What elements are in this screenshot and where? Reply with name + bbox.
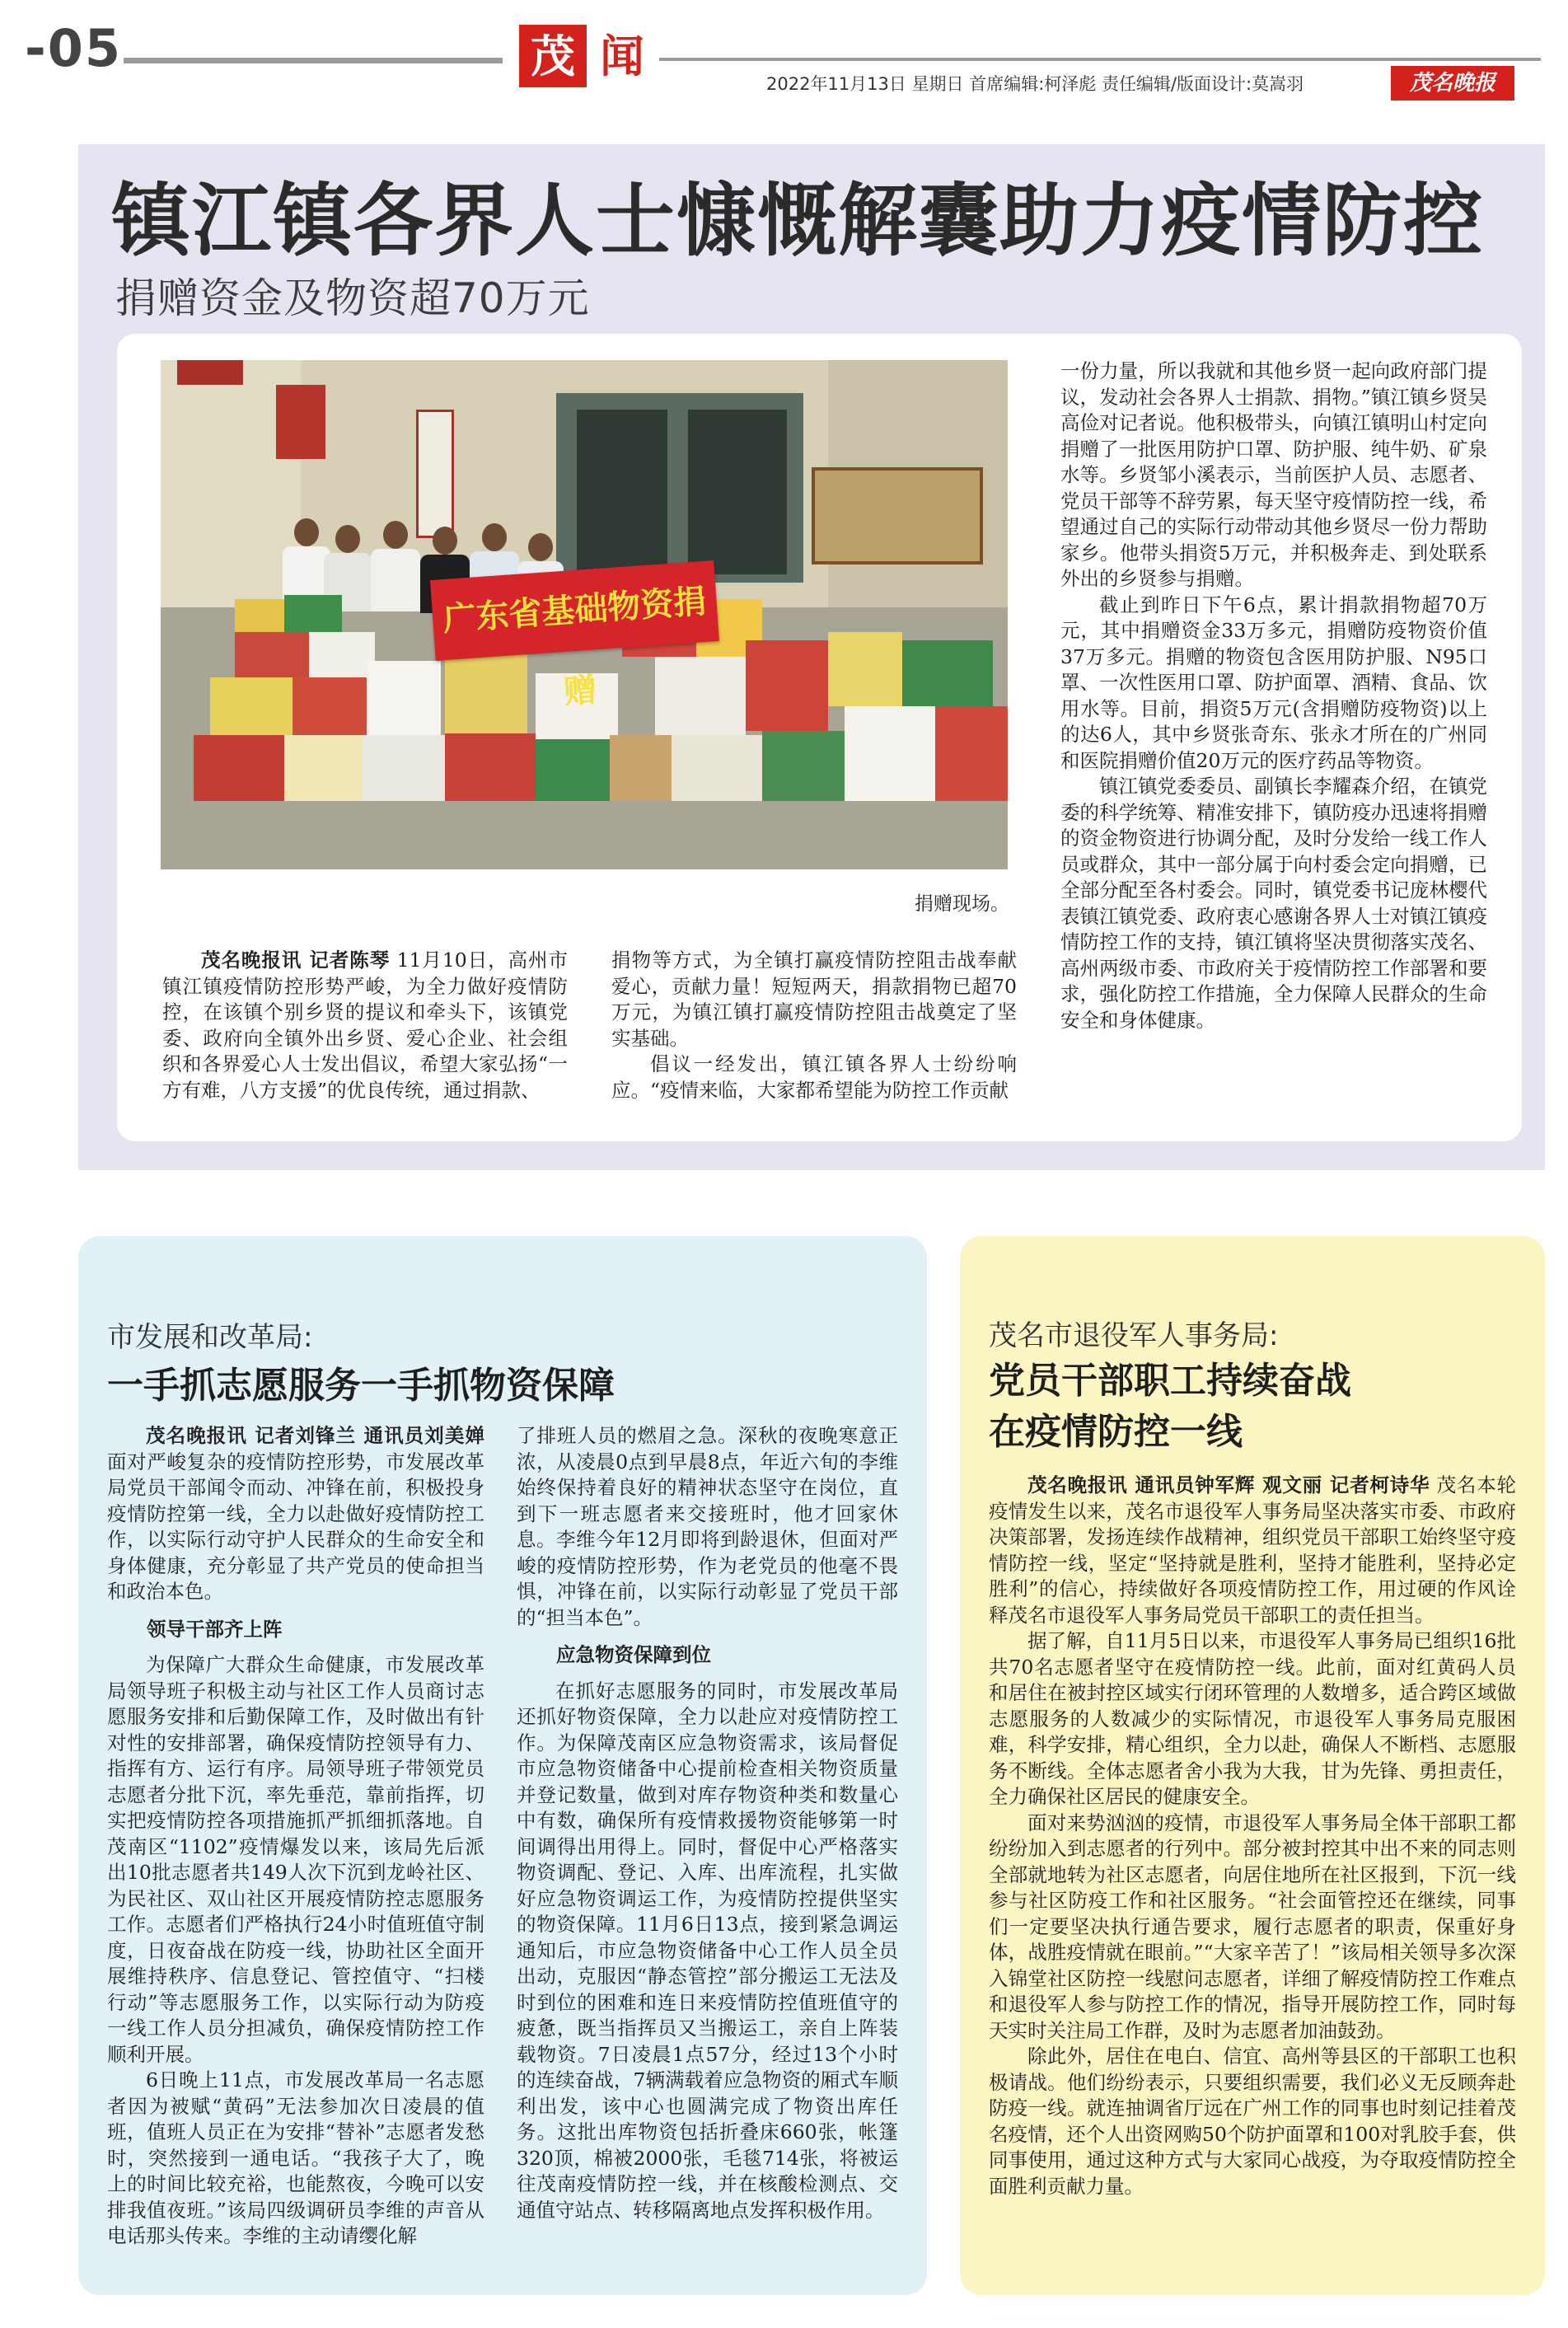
sub-headline: 捐赠资金及物资超70万元 bbox=[115, 274, 590, 322]
top-story-byline: 茂名晚报讯 记者陈琴 bbox=[201, 949, 391, 972]
section-char-2: 闻 bbox=[600, 30, 644, 82]
right-story-kicker: 茂名市退役军人事务局: bbox=[989, 1319, 1279, 1352]
section-char-1: 茂 bbox=[519, 25, 587, 87]
left-story-headline: 一手抓志愿服务一手抓物资保障 bbox=[107, 1365, 615, 1407]
right-story-p3: 面对来势汹汹的疫情，市退役军人事务局全体干部职工都纷纷加入到志愿者的行列中。部分被封控其中出不来的同志则全部就地转为社区志愿者，向居住地所在社区报到，下沉一线参与社区防疫工作和社区服务。“社会面管控还在继续，同事们一定要坚决执行通告要求，履行志愿者的职责，保重好身体，战胜疫情就在眼前。”“大家辛苦了！”该局相关领导多次深入锦堂社区防控一线慰问志愿者，详细了解疫情防控工作难点和退役军人参与防控工作的情况，指导开展防控工作，同时每天实时关注局工作群，及时为志愿者加油鼓劲。 bbox=[989, 1810, 1516, 2042]
top-story-col2-p1: 捐物等方式，为全镇打赢疫情防控阻击战奉献爱心，贡献力量！短短两天，捐款捐物已超70万元，为镇江镇打赢疫情防控阻击战奠定了坚实基础。 bbox=[611, 949, 1017, 1050]
right-story-p4: 除此外，居住在电白、信宜、高州等县区的干部职工也积极请战。他们纷纷表示，只要组织需要，我们必义无反顾奔赴防疫一线。就连抽调省厅远在广州工作的同事也时刻记挂着茂名疫情，还个人出资网购50个防护面罩和100对乳胶手套，供同事使用，通过这种方式与大家同心战疫，为夺取疫情防控全面胜利贡献力量。 bbox=[989, 2045, 1516, 2198]
right-story-headline-line-2: 在疫情防控一线 bbox=[989, 1411, 1243, 1453]
right-story-headline-line-1: 党员干部职工持续奋战 bbox=[989, 1360, 1351, 1402]
left-story-subhead-2: 应急物资保障到位 bbox=[556, 1643, 711, 1666]
header-meta: 2022年11月13日 星期日 首席编辑:柯泽彪 责任编辑/版面设计:莫嵩羽 bbox=[766, 74, 1304, 94]
right-story-headline bbox=[989, 1356, 1516, 1458]
left-story-kicker: 市发展和改革局: bbox=[107, 1321, 313, 1354]
top-story-column-1 bbox=[162, 948, 568, 1103]
right-story-p2: 据了解，自11月5日以来，市退役军人事务局已组织16批共70名志愿者坚守在疫情防控一线。此前，面对红黄码人员和居住在被封控区域实行闭环管理的人数增多，适合跨区域做志愿服务的人数减少的实际情况，市退役军人事务局克服困难，科学安排，精心组织，全力以赴，确保人不断档、志愿服务不断线。全体志愿者舍小我为大我，甘为先锋、勇担责任，全力确保社区居民的健康安全。 bbox=[989, 1629, 1516, 1808]
left-story-column-2 bbox=[517, 1423, 898, 2223]
right-story-p1: 茂名本轮疫情发生以来，茂名市退役军人事务局坚决落实市委、市政府决策部署，发扬连续作战精神，组织党员干部职工始终坚守疫情防控一线，坚定“坚持就是胜利，坚持才能胜利，坚持必定胜利”的信心，持续做好各项疫情防控工作，用过硬的作风诠释茂名市退役军人事务局党员干部职工的责任担当。 bbox=[989, 1473, 1517, 1627]
top-story-column-2 bbox=[611, 948, 1017, 1103]
section-badge bbox=[519, 25, 655, 96]
top-story-column-3 bbox=[1060, 358, 1487, 1033]
page-number: -05 bbox=[25, 18, 123, 78]
header-rule-left bbox=[124, 58, 503, 63]
top-story-col3-p3: 镇江镇党委委员、副镇长李耀森介绍，在镇党委的科学统筹、精准安排下，镇防疫办迅速将捐赠的资金物资进行协调分配，及时分发给一线工作人员或群众，其中一部分属于向村委会定向捐赠，已全部分配至各村委会。同时，镇党委书记庞林樱代表镇江镇党委、政府衷心感谢各界人士对镇江镇疫情防控工作的支持，镇江镇将坚决贯彻落实茂名、高州两级市委、市政府关于疫情防控工作部署和要求，强化防控工作措施，全力保障人民群众的生命安全和身体健康。 bbox=[1060, 775, 1487, 1032]
top-story-col3-p1: 一份力量，所以我就和其他乡贤一起向政府部门提议，发动社会各界人士捐款、捐物。”镇江镇乡贤吴高俭对记者说。他积极带头，向镇江镇明山村定向捐赠了一批医用防护口罩、防护服、纯牛奶、矿泉水等。乡贤邹小溪表示，当前医护人员、志愿者、党员干部等不辞劳累，每天坚守疫情防控一线，希望通过自己的实际行动带动其他乡贤尽一份力帮助家乡。他带头捐资5万元，并积极奔走、到处联系外出的乡贤参与捐赠。 bbox=[1060, 359, 1487, 590]
main-headline: 镇江镇各界人士慷慨解囊助力疫情防控 bbox=[111, 175, 1484, 267]
donation-photo bbox=[161, 360, 1008, 869]
left-story-p1: 面对严峻复杂的疫情防控形势，市发展改革局党员干部闻令而动、冲锋在前，积极投身疫情防控第一线，全力以赴做好疫情防控工作，以实际行动守护人民群众的生命安全和身体健康，充分彰显了共产党员的使命担当和政治本色。 bbox=[107, 1450, 484, 1603]
top-story-col3-p2: 截止到昨日下午6点，累计捐款捐物超70万元，其中捐赠资金33万多元，捐赠防疫物资价值37万多元。捐赠的物资包含医用防护服、N95口罩、一次性医用口罩、防护面罩、酒精、食品、饮用水等。目前，捐资5万元(含捐赠防疫物资)以上的达6人，其中乡贤张奇东、张永才所在的广州同和医院捐赠价值20万元的医疗药品等物资。 bbox=[1060, 593, 1487, 772]
photo-caption: 捐赠现场。 bbox=[915, 893, 1009, 915]
right-story-byline: 茂名晚报讯 通讯员钟军辉 观文丽 记者柯诗华 bbox=[1027, 1473, 1430, 1497]
left-story-byline: 茂名晚报讯 记者刘锋兰 通讯员刘美婵 bbox=[146, 1424, 484, 1447]
header-rule-right bbox=[659, 58, 1541, 61]
left-story-column-1 bbox=[107, 1423, 484, 2250]
paper-logo: 茂名晚报 bbox=[1391, 66, 1514, 101]
left-story-p2: 为保障广大群众生命健康，市发展改革局领导班子积极主动与社区工作人员商讨志愿服务安排和后勤保障工作，及时做出有针对性的安排部署，确保疫情防控领导有力、指挥有方、运行有序。局领导班子带领党员志愿者分批下沉，率先垂范，靠前指挥，切实把疫情防控各项措施抓严抓细抓落地。自茂南区“1102”疫情爆发以来，该局先后派出10批志愿者共149人次下沉到龙岭社区、为民社区、双山社区开展疫情防控志愿服务工作。志愿者们严格执行24小时值班值守制度，日夜奋战在防疫一线，协助社区全面开展维持秩序、信息登记、管控值守、“扫楼行动”等志愿服务工作，以实际行动为防疫一线工作人员分担减负，确保疫情防控工作顺利开展。 bbox=[107, 1653, 484, 2066]
top-story-col2-p2: 倡议一经发出，镇江镇各界人士纷纷响应。“疫情来临，大家都希望能为防控工作贡献 bbox=[611, 1052, 1017, 1102]
right-story-column bbox=[989, 1473, 1516, 2199]
left-story-p4: 了排班人员的燃眉之急。深秋的夜晚寒意正浓，从凌晨0点到早晨8点，年近六旬的李维始终保持着良好的精神状态坚守在岗位，直到下一班志愿者来交接班时，他才回家休息。李维今年12月即将到龄退休，但面对严峻的疫情防控形势，作为老党员的他毫不畏惧，冲锋在前，以实际行动彰显了党员干部的“担当本色”。 bbox=[517, 1424, 898, 1629]
photo-banner: 广东省基础物资捐赠 bbox=[430, 560, 719, 661]
top-story-col1-text: 11月10日，高州市镇江镇疫情防控形势严峻，为全力做好疫情防控，在该镇个别乡贤的提议和牵头下，该镇党委、政府向全镇外出乡贤、爱心企业、社会组织和各界爱心人士发出倡议，希望大家弘扬“一方有难，八方支援”的优良传统，通过捐款、 bbox=[162, 949, 568, 1102]
left-story-p3: 6日晚上11点，市发展改革局一名志愿者因为被赋“黄码”无法参加次日凌晨的值班，值班人员正在为安排“替补”志愿者发愁时，突然接到一通电话。“我孩子大了，晚上的时间比较充裕，也能熬夜，今晚可以安排我值夜班。”该局四级调研员李维的声音从电话那头传来。李维的主动请缨化解 bbox=[107, 2068, 484, 2247]
left-story-subhead-1: 领导干部齐上阵 bbox=[147, 1617, 283, 1641]
left-story-p5: 在抓好志愿服务的同时，市发展改革局还抓好物资保障，全力以赴应对疫情防控工作。为保障茂南区应急物资需求，该局督促市应急物资储备中心提前检查相关物资质量并登记数量，做到对库存物资种类和数量心中有数，确保所有疫情救援物资能够第一时间调得出用得上。同时，督促中心严格落实物资调配、登记、入库、出库流程，扎实做好应急物资调运工作，为疫情防控提供坚实的物资保障。11月6日13点，接到紧急调运通知后，市应急物资储备中心工作人员全员出动，克服因“静态管控”部分搬运工无法及时到位的困难和连日来疫情防控值班值守的疲惫，既当指挥员又当搬运工，亲自上阵装载物资。7日凌晨1点57分，经过13个小时的连续奋战，7辆满载着应急物资的厢式车顺利出发，该中心也圆满完成了物资出库任务。这批出库物资包括折叠床660张，帐篷320顶，棉被2000张，毛毯714张，将被运往茂南疫情防控一线，并在核酸检测点、交通值守站点、转移隔离地点发挥积极作用。 bbox=[517, 1679, 898, 2222]
